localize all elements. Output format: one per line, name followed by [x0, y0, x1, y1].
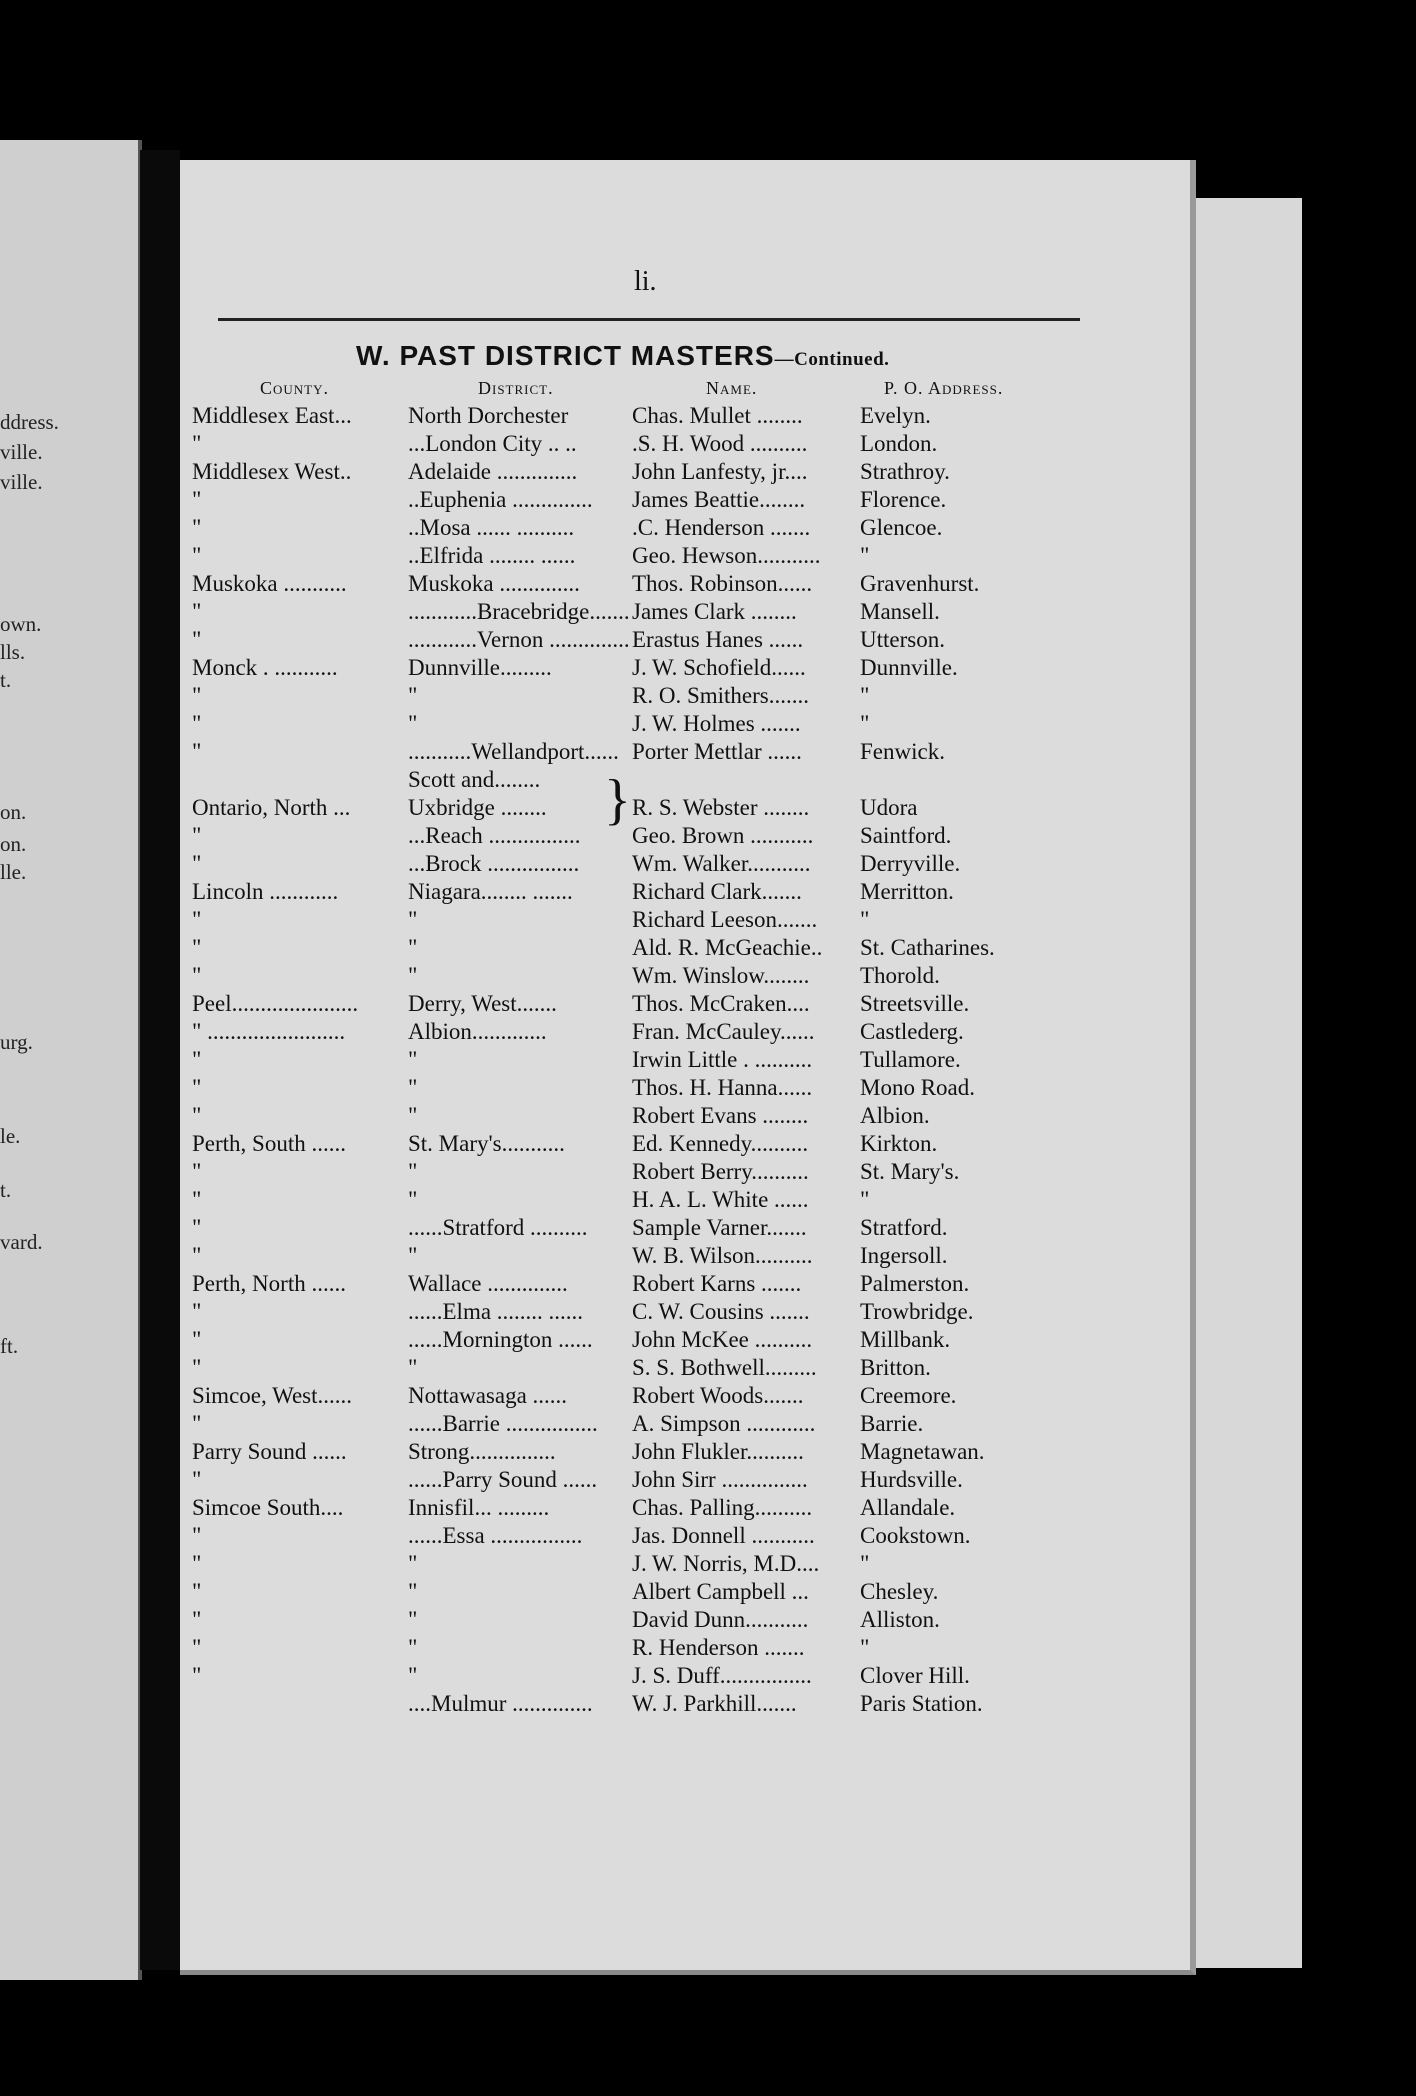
table-row: [180, 542, 1190, 570]
county-cell: ": [192, 1635, 202, 1660]
name-cell: W. J. Parkhill.......: [632, 1691, 797, 1716]
county-cell: Parry Sound ......: [192, 1439, 347, 1464]
county-cell: Simcoe South....: [192, 1495, 344, 1520]
table-row: [180, 1410, 1190, 1438]
address-cell: Thorold.: [860, 963, 940, 988]
page-number: li.: [634, 266, 657, 297]
name-cell: James Beattie........: [632, 487, 806, 512]
district-cell: ": [408, 1243, 418, 1268]
district-cell: ": [408, 683, 418, 708]
name-cell: W. B. Wilson..........: [632, 1243, 813, 1268]
county-cell: ": [192, 627, 202, 652]
address-cell: ": [860, 543, 870, 568]
address-cell: Allandale.: [860, 1495, 956, 1520]
district-cell: ......Parry Sound ......: [408, 1467, 598, 1492]
address-cell: Paris Station.: [860, 1691, 983, 1716]
name-cell: Ed. Kennedy..........: [632, 1131, 809, 1156]
county-cell: ": [192, 1047, 202, 1072]
address-cell: Britton.: [860, 1355, 931, 1380]
header-rule: [218, 318, 1080, 321]
table-row: [180, 1158, 1190, 1186]
left-page-fragment: lle.: [0, 860, 27, 884]
county-cell: ": [192, 543, 202, 568]
table-row: [180, 1494, 1190, 1522]
name-cell: J. S. Duff................: [632, 1663, 812, 1688]
book-spine: [140, 150, 180, 1970]
district-cell: ": [408, 1103, 418, 1128]
county-cell: Ontario, North ...: [192, 795, 351, 820]
district-cell: ...Brock ................: [408, 851, 580, 876]
address-cell: Clover Hill.: [860, 1663, 970, 1688]
county-cell: Perth, South ......: [192, 1131, 346, 1156]
district-cell: ...........Wellandport......: [408, 739, 619, 764]
table-row: [180, 458, 1190, 486]
table-row: [180, 710, 1190, 738]
address-cell: Kirkton.: [860, 1131, 938, 1156]
address-cell: Utterson.: [860, 627, 945, 652]
district-cell: ": [408, 1159, 418, 1184]
county-cell: Middlesex East...: [192, 403, 352, 428]
county-cell: ": [192, 1187, 202, 1212]
address-cell: ": [860, 1551, 870, 1576]
district-cell: ": [408, 1551, 418, 1576]
district-cell: Nottawasaga ......: [408, 1383, 568, 1408]
address-cell: Merritton.: [860, 879, 954, 904]
table-row: [180, 654, 1190, 682]
county-cell: ": [192, 935, 202, 960]
county-cell: ": [192, 1467, 202, 1492]
district-cell: ......Barrie ................: [408, 1411, 598, 1436]
table-row: [180, 766, 1190, 794]
table-row: [180, 1242, 1190, 1270]
table-row: [180, 990, 1190, 1018]
name-cell: Thos. McCraken....: [632, 991, 810, 1016]
name-cell: R. S. Webster ........: [632, 795, 810, 820]
table-row: [180, 738, 1190, 766]
table-row: [180, 1326, 1190, 1354]
name-cell: Porter Mettlar ......: [632, 739, 802, 764]
district-cell: ......Elma ........ ......: [408, 1299, 584, 1324]
table-row: [180, 906, 1190, 934]
address-cell: London.: [860, 431, 938, 456]
table-row: [180, 1550, 1190, 1578]
county-cell: ": [192, 487, 202, 512]
heading-title: W. PAST DISTRICT MASTERS: [356, 340, 775, 371]
county-cell: ": [192, 711, 202, 736]
name-cell: J. W. Norris, M.D....: [632, 1551, 820, 1576]
county-cell: ": [192, 823, 202, 848]
address-cell: Magnetawan.: [860, 1439, 985, 1464]
table-row: [180, 850, 1190, 878]
masters-table: [180, 402, 1190, 1718]
table-row: [180, 1354, 1190, 1382]
county-cell: ": [192, 739, 202, 764]
name-cell: Richard Clark.......: [632, 879, 802, 904]
name-cell: James Clark ........: [632, 599, 797, 624]
address-cell: Saintford.: [860, 823, 952, 848]
county-cell: ": [192, 1579, 202, 1604]
name-cell: S. S. Bothwell.........: [632, 1355, 817, 1380]
address-cell: ": [860, 1635, 870, 1660]
district-cell: ......Stratford ..........: [408, 1215, 588, 1240]
left-page-fragment: t.: [0, 668, 12, 692]
table-row: [180, 626, 1190, 654]
county-cell: Perth, North ......: [192, 1271, 346, 1296]
name-cell: Albert Campbell ...: [632, 1579, 809, 1604]
name-cell: Richard Leeson.......: [632, 907, 818, 932]
district-cell: ..Euphenia ..............: [408, 487, 593, 512]
address-cell: ": [860, 683, 870, 708]
table-row: [180, 1018, 1190, 1046]
table-row: [180, 794, 1190, 822]
name-cell: A. Simpson ............: [632, 1411, 816, 1436]
left-page-fragment: le.: [0, 1124, 21, 1148]
name-cell: Chas. Mullet ........: [632, 403, 803, 428]
address-cell: Cookstown.: [860, 1523, 971, 1548]
left-page-fragment: own.: [0, 612, 42, 636]
county-cell: ": [192, 1411, 202, 1436]
table-row: [180, 1662, 1190, 1690]
address-cell: Tullamore.: [860, 1047, 961, 1072]
column-header-address: P. O. Address.: [884, 378, 1004, 398]
district-cell: Derry, West.......: [408, 991, 557, 1016]
name-cell: R. O. Smithers.......: [632, 683, 809, 708]
district-cell: Niagara........ .......: [408, 879, 573, 904]
county-cell: ": [192, 431, 202, 456]
county-cell: Simcoe, West......: [192, 1383, 352, 1408]
county-cell: ": [192, 907, 202, 932]
address-cell: Millbank.: [860, 1327, 951, 1352]
left-page-fragment: lls.: [0, 640, 26, 664]
district-cell: ": [408, 1075, 418, 1100]
table-row: [180, 682, 1190, 710]
county-cell: " ........................: [192, 1019, 346, 1044]
brace-mark: }: [604, 769, 631, 831]
left-page-fragment: t.: [0, 1178, 12, 1202]
district-cell: ......Essa ................: [408, 1523, 583, 1548]
name-cell: J. W. Schofield......: [632, 655, 806, 680]
address-cell: Strathroy.: [860, 459, 950, 484]
district-cell: ": [408, 907, 418, 932]
district-cell: ....Mulmur ..............: [408, 1691, 593, 1716]
name-cell: Robert Woods.......: [632, 1383, 804, 1408]
district-cell: ...Reach ................: [408, 823, 581, 848]
district-cell: ......Mornington ......: [408, 1327, 593, 1352]
table-row: [180, 1270, 1190, 1298]
table-row: [180, 1690, 1190, 1718]
address-cell: ": [860, 1187, 870, 1212]
name-cell: Wm. Winslow........: [632, 963, 810, 988]
name-cell: Robert Evans ........: [632, 1103, 809, 1128]
name-cell: John Lanfesty, jr....: [632, 459, 808, 484]
left-page-fragment: urg.: [0, 1030, 33, 1054]
name-cell: David Dunn...........: [632, 1607, 809, 1632]
table-row: [180, 1214, 1190, 1242]
county-cell: ": [192, 1103, 202, 1128]
county-cell: ": [192, 851, 202, 876]
table-row: [180, 1298, 1190, 1326]
name-cell: Fran. McCauley......: [632, 1019, 815, 1044]
county-cell: ": [192, 1663, 202, 1688]
column-header-name: Name.: [706, 378, 758, 398]
district-cell: North Dorchester: [408, 403, 569, 428]
county-cell: ": [192, 1075, 202, 1100]
address-cell: Trowbridge.: [860, 1299, 974, 1324]
table-row: [180, 822, 1190, 850]
name-cell: Geo. Hewson...........: [632, 543, 821, 568]
address-cell: Dunnville.: [860, 655, 958, 680]
district-cell: ": [408, 1663, 418, 1688]
name-cell: John McKee ..........: [632, 1327, 813, 1352]
county-cell: Peel......................: [192, 991, 359, 1016]
county-cell: ": [192, 1327, 202, 1352]
name-cell: John Flukler..........: [632, 1439, 804, 1464]
name-cell: C. W. Cousins .......: [632, 1299, 810, 1324]
name-cell: Chas. Palling..........: [632, 1495, 813, 1520]
column-header-district: District.: [478, 378, 554, 398]
district-cell: ": [408, 935, 418, 960]
county-cell: ": [192, 1607, 202, 1632]
name-cell: Irwin Little . ..........: [632, 1047, 813, 1072]
district-cell: ..Mosa ...... ..........: [408, 515, 575, 540]
address-cell: Fenwick.: [860, 739, 945, 764]
table-row: [180, 878, 1190, 906]
district-cell: Dunnville.........: [408, 655, 552, 680]
address-cell: Streetsville.: [860, 991, 970, 1016]
district-cell: ............Vernon ..............: [408, 627, 630, 652]
district-cell: ": [408, 1607, 418, 1632]
table-row: [180, 402, 1190, 430]
address-cell: Creemore.: [860, 1383, 957, 1408]
table-row: [180, 1382, 1190, 1410]
name-cell: J. W. Holmes .......: [632, 711, 801, 736]
table-row: [180, 934, 1190, 962]
district-cell: ": [408, 1355, 418, 1380]
district-cell: ": [408, 711, 418, 736]
county-cell: Muskoka ...........: [192, 571, 347, 596]
address-cell: Udora: [860, 795, 918, 820]
county-cell: ": [192, 683, 202, 708]
table-row: [180, 962, 1190, 990]
section-heading: [356, 340, 889, 372]
county-cell: ": [192, 963, 202, 988]
address-cell: Chesley.: [860, 1579, 939, 1604]
table-row: [180, 1102, 1190, 1130]
district-cell: Innisfil... .........: [408, 1495, 550, 1520]
district-cell: Scott and........: [408, 767, 541, 792]
table-row: [180, 570, 1190, 598]
name-cell: Geo. Brown ...........: [632, 823, 814, 848]
name-cell: .S. H. Wood ..........: [632, 431, 808, 456]
table-row: [180, 598, 1190, 626]
left-page-fragment: ft.: [0, 1334, 19, 1358]
county-cell: Monck . ...........: [192, 655, 338, 680]
table-row: [180, 1578, 1190, 1606]
address-cell: Castlederg.: [860, 1019, 964, 1044]
county-cell: ": [192, 1523, 202, 1548]
name-cell: H. A. L. White ......: [632, 1187, 809, 1212]
table-row: [180, 1186, 1190, 1214]
table-row: [180, 486, 1190, 514]
address-cell: Glencoe.: [860, 515, 943, 540]
table-row: [180, 1522, 1190, 1550]
county-cell: ": [192, 1159, 202, 1184]
district-cell: ": [408, 1579, 418, 1604]
table-row: [180, 1466, 1190, 1494]
table-row: [180, 1046, 1190, 1074]
district-cell: St. Mary's...........: [408, 1131, 565, 1156]
name-cell: Robert Berry..........: [632, 1159, 809, 1184]
address-cell: St. Catharines.: [860, 935, 995, 960]
name-cell: Erastus Hanes ......: [632, 627, 804, 652]
county-cell: ": [192, 1355, 202, 1380]
address-cell: ": [860, 711, 870, 736]
district-cell: Adelaide ..............: [408, 459, 578, 484]
district-cell: Strong...............: [408, 1439, 556, 1464]
left-page-fragment: on.: [0, 800, 27, 824]
name-cell: Ald. R. McGeachie..: [632, 935, 823, 960]
address-cell: Barrie.: [860, 1411, 924, 1436]
district-cell: Muskoka ..............: [408, 571, 580, 596]
district-cell: ..Elfrida ........ ......: [408, 543, 576, 568]
address-cell: Derryville.: [860, 851, 961, 876]
county-cell: ": [192, 1299, 202, 1324]
address-cell: Hurdsville.: [860, 1467, 963, 1492]
address-cell: Mansell.: [860, 599, 940, 624]
address-cell: Gravenhurst.: [860, 571, 980, 596]
name-cell: Thos. H. Hanna......: [632, 1075, 813, 1100]
table-row: [180, 1438, 1190, 1466]
table-row: [180, 1074, 1190, 1102]
name-cell: John Sirr ...............: [632, 1467, 808, 1492]
address-cell: Ingersoll.: [860, 1243, 948, 1268]
county-cell: ": [192, 1243, 202, 1268]
heading-continued: —Continued.: [774, 349, 890, 370]
district-cell: Uxbridge ........: [408, 795, 547, 820]
left-page-fragment: vard.: [0, 1230, 43, 1254]
column-header-county: County.: [260, 378, 329, 398]
left-page-fragment: ville.: [0, 440, 43, 464]
county-cell: ": [192, 515, 202, 540]
name-cell: Jas. Donnell ...........: [632, 1523, 815, 1548]
address-cell: Mono Road.: [860, 1075, 975, 1100]
district-cell: Wallace ..............: [408, 1271, 568, 1296]
name-cell: Thos. Robinson......: [632, 571, 813, 596]
table-row: [180, 1634, 1190, 1662]
district-cell: Albion.............: [408, 1019, 547, 1044]
table-row: [180, 430, 1190, 458]
name-cell: .C. Henderson .......: [632, 515, 811, 540]
district-cell: ": [408, 963, 418, 988]
address-cell: Albion.: [860, 1103, 930, 1128]
name-cell: Sample Varner.......: [632, 1215, 807, 1240]
district-cell: ...London City .. ..: [408, 431, 577, 456]
district-cell: ": [408, 1187, 418, 1212]
county-cell: Lincoln ............: [192, 879, 339, 904]
district-cell: ............Bracebridge.......: [408, 599, 630, 624]
county-cell: ": [192, 1551, 202, 1576]
county-cell: Middlesex West..: [192, 459, 352, 484]
left-page-fragment: on.: [0, 832, 27, 856]
left-page-fragment: ville.: [0, 470, 43, 494]
left-page: [0, 140, 140, 1980]
name-cell: R. Henderson .......: [632, 1635, 805, 1660]
left-page-fragment: ddress.: [0, 410, 59, 434]
county-cell: ": [192, 599, 202, 624]
address-cell: Evelyn.: [860, 403, 931, 428]
address-cell: St. Mary's.: [860, 1159, 960, 1184]
name-cell: Robert Karns .......: [632, 1271, 802, 1296]
address-cell: Stratford.: [860, 1215, 948, 1240]
table-row: [180, 514, 1190, 542]
district-cell: ": [408, 1047, 418, 1072]
county-cell: ": [192, 1215, 202, 1240]
address-cell: Florence.: [860, 487, 947, 512]
table-row: [180, 1606, 1190, 1634]
address-cell: ": [860, 907, 870, 932]
name-cell: Wm. Walker...........: [632, 851, 811, 876]
address-cell: Palmerston.: [860, 1271, 970, 1296]
table-row: [180, 1130, 1190, 1158]
address-cell: Alliston.: [860, 1607, 940, 1632]
district-cell: ": [408, 1635, 418, 1660]
